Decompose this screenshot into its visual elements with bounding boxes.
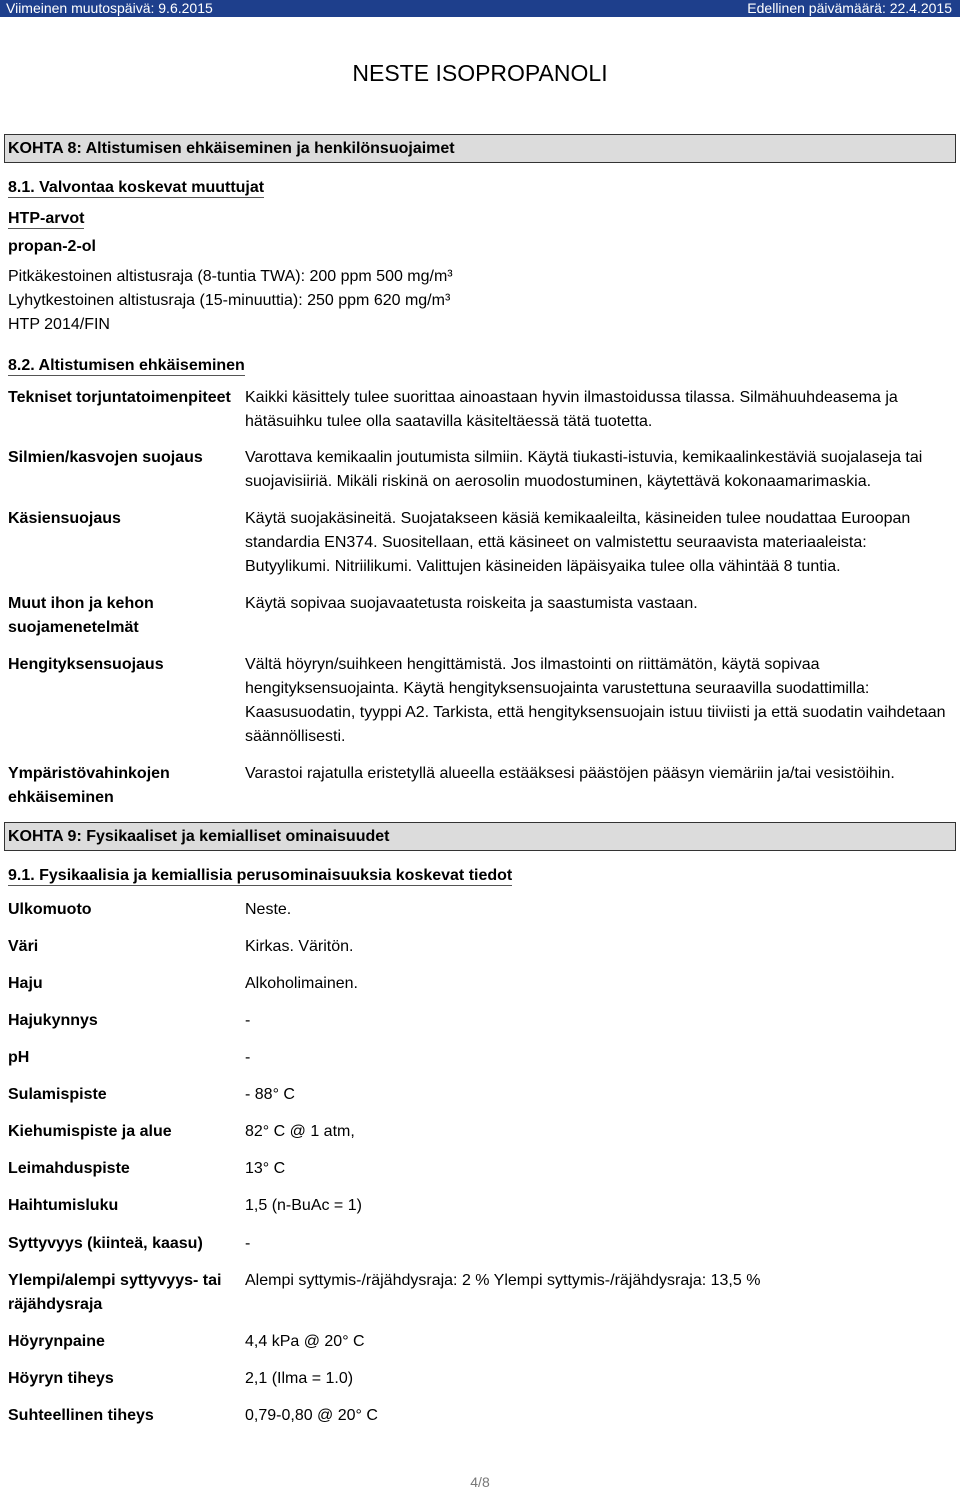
document-title: NESTE ISOPROPANOLI (352, 60, 608, 86)
property-value: - (245, 1012, 251, 1029)
property-value: 4,4 kPa @ 20° C (245, 1333, 365, 1350)
property-label: Höyryn tiheys (8, 1370, 114, 1387)
property-label: Väri (8, 938, 39, 955)
property-label: Höyrynpaine (8, 1333, 105, 1350)
subsection-8-2-title: 8.2. Altistumisen ehkäiseminen (8, 357, 245, 374)
property-label: Haju (8, 975, 43, 992)
property-value: 82° C @ 1 atm, (245, 1123, 355, 1140)
property-value: 13° C (245, 1160, 286, 1177)
property-label: Kiehumispiste ja alue (8, 1123, 172, 1140)
exposure-limit-line: Pitkäkestoinen altistusraja (8-tuntia TWA): 200 ppm 500 mg/m³ (8, 268, 453, 285)
property-value: 1,5 (n-BuAc = 1) (245, 1197, 362, 1214)
property-label: Ulkomuoto (8, 901, 92, 918)
property-label: Leimahduspiste (8, 1160, 130, 1177)
last-modified-date: Viimeinen muutospäivä: 9.6.2015 (6, 0, 213, 16)
section-9-heading: KOHTA 9: Fysikaaliset ja kemialliset ominaisuudet (4, 822, 956, 851)
htp-label: HTP-arvot (8, 210, 85, 227)
property-value: - 88° C (245, 1086, 295, 1103)
exposure-limit-line: Lyhytkestoinen altistusraja (15-minuuttia): 250 ppm 620 mg/m³ (8, 292, 451, 309)
page-number: 4/8 (470, 1474, 490, 1490)
property-value: - (245, 1235, 251, 1252)
section-8-heading: KOHTA 8: Altistumisen ehkäiseminen ja henkilönsuojaimet (4, 134, 956, 163)
control-text-respiratory: Vältä höyryn/suihkeen hengittämistä. Jos ilmastointi on riittämätön, käytä sopivaa hengityksensuojainta. Käytä hengityksensuojainta varustettuna seuraavilla suodattimilla: Kaasusuodatin, tyyppi A2. Tarkista, että hengityksensuojain istuu tiiviisti ja että suodatin vaihdetaan säännöllisesti. (245, 656, 946, 745)
control-label-eye: Silmien/kasvojen suojaus (8, 449, 203, 466)
control-text-technical: Kaikki käsittely tulee suorittaa ainoastaan hyvin ilmastoidussa tilassa. Silmähuuhdeasema ja hätäsuihku tulee olla saatavilla käsiteltäessä tätä tuotetta. (245, 389, 898, 430)
property-label: Suhteellinen tiheys (8, 1407, 154, 1424)
property-value: Kirkas. Väritön. (245, 938, 354, 955)
exposure-limit-line: HTP 2014/FIN (8, 316, 110, 333)
control-text-skin: Käytä sopivaa suojavaatetusta roiskeita ja saastumista vastaan. (245, 595, 698, 612)
property-label: Haihtumisluku (8, 1197, 119, 1214)
control-label-hand: Käsiensuojaus (8, 510, 121, 527)
subsection-9-1-title: 9.1. Fysikaalisia ja kemiallisia perusominaisuuksia koskevat tiedot (8, 867, 513, 884)
control-label-skin: Muut ihon ja kehon suojamenetelmät (8, 595, 154, 636)
property-value: Neste. (245, 901, 292, 918)
property-value: 2,1 (Ilma = 1.0) (245, 1370, 354, 1387)
header-bar (0, 0, 960, 17)
property-value: Alempi syttymis-/räjähdysraja: 2 % Ylempi syttymis-/räjähdysraja: 13,5 % (245, 1272, 761, 1289)
control-label-respiratory: Hengityksensuojaus (8, 656, 164, 673)
property-label: Sulamispiste (8, 1086, 107, 1103)
control-text-hand: Käytä suojakäsineitä. Suojatakseen käsiä kemikaaleilta, käsineiden tulee noudattaa Euroopan standardia EN374. Suositellaan, että käsineet on valmistettu seuraavista materiaaleista: Butyylikumi. Nitriilikumi. Valittujen käsineiden läpäisyaika tulee olla vähintää 8 tuntia. (245, 510, 911, 575)
property-value: Alkoholimainen. (245, 975, 358, 992)
subsection-8-1-title: 8.1. Valvontaa koskevat muuttujat (8, 179, 265, 196)
property-label: Hajukynnys (8, 1012, 98, 1029)
control-label-environment: Ympäristövahinkojen ehkäiseminen (8, 765, 170, 806)
control-text-environment: Varastoi rajatulla eristetyllä alueella estääksesi päästöjen pääsyn viemäriin ja/tai vesistöihin. (245, 765, 895, 782)
property-value: - (245, 1049, 251, 1066)
control-text-eye: Varottava kemikaalin joutumista silmiin. Käytä tiukasti-istuvia, kemikaalinkestäviä suojalaseja tai suojavisiiriä. Mikäli riskinä on aerosolin muodostuminen, käytettävä kokonaamarimaskia. (245, 449, 923, 490)
substance-name: propan-2-ol (8, 238, 96, 255)
previous-date: Edellinen päivämäärä: 22.4.2015 (747, 0, 952, 16)
property-label: Syttyvyys (kiinteä, kaasu) (8, 1235, 203, 1252)
property-label: pH (8, 1049, 30, 1066)
property-label: Ylempi/alempi syttyvyys- tai räjähdysraja (8, 1272, 222, 1313)
control-label-technical: Tekniset torjuntatoimenpiteet (8, 389, 231, 406)
property-value: 0,79-0,80 @ 20° C (245, 1407, 378, 1424)
